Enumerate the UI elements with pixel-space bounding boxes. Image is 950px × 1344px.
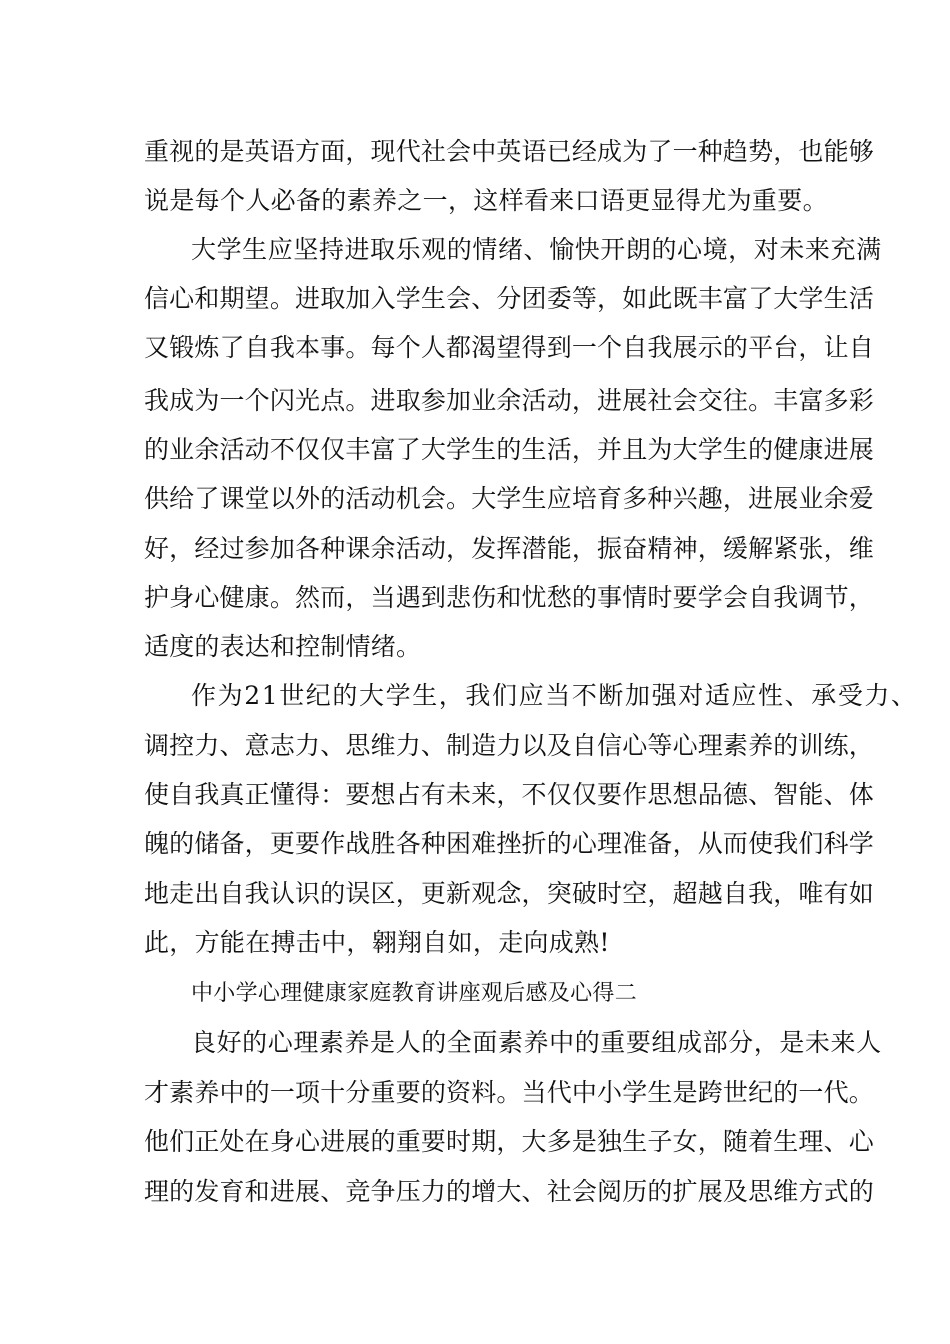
text-line: 此，方能在搏击中，翱翔自如，走向成熟! [144, 928, 610, 957]
text-line: 重视的是英语方面，现代社会中英语已经成为了一种趋势，也能够 [144, 137, 874, 166]
text-line: 供给了课堂以外的活动机会。大学生应培育多种兴趣，进展业余爱 [144, 484, 874, 513]
text-line: 使自我真正懂得：要想占有未来，不仅仅要作思想品德、智能、体 [144, 780, 874, 809]
text-line: 适度的表达和控制情绪。 [144, 632, 422, 661]
text-line: 的业余活动不仅仅丰富了大学生的生活，并且为大学生的健康进展 [144, 435, 874, 464]
section-heading: 中小学心理健康家庭教育讲座观后感及心得二 [191, 981, 638, 1006]
text-line: 护身心健康。然而，当遇到悲伤和忧愁的事情时要学会自我调节， [144, 583, 874, 612]
text-line: 大学生应坚持进取乐观的情绪、愉快开朗的心境，对未来充满 [191, 235, 882, 264]
text-line: 好，经过参加各种课余活动，发挥潜能，振奋精神，缓解紧张，维 [144, 534, 874, 563]
text-line: 理的发育和进展、竞争压力的增大、社会阅历的扩展及思维方式的 [144, 1177, 874, 1206]
text-line: 调控力、意志力、思维力、制造力以及自信心等心理素养的训练， [144, 731, 874, 760]
text-line: 又锻炼了自我本事。每个人都渴望得到一个自我展示的平台，让自 [144, 333, 874, 362]
text-line: 作为21世纪的大学生，我们应当不断加强对适应性、承受力、 [191, 681, 918, 710]
text-line: 地走出自我认识的误区，更新观念，突破时空，超越自我，唯有如 [144, 879, 874, 908]
text-line: 才素养中的一项十分重要的资料。当代中小学生是跨世纪的一代。 [144, 1078, 874, 1107]
text-line: 信心和期望。进取加入学生会、分团委等，如此既丰富了大学生活 [144, 284, 874, 313]
text-line: 他们正处在身心进展的重要时期，大多是独生子女，随着生理、心 [144, 1127, 874, 1156]
text-line: 魄的储备，更要作战胜各种困难挫折的心理准备，从而使我们科学 [144, 829, 874, 858]
text-line: 良好的心理素养是人的全面素养中的重要组成部分，是未来人 [191, 1028, 882, 1057]
text-line: 说是每个人必备的素养之一，这样看来口语更显得尤为重要。 [144, 186, 828, 215]
text-line: 我成为一个闪光点。进取参加业余活动，进展社会交往。丰富多彩 [144, 386, 874, 415]
